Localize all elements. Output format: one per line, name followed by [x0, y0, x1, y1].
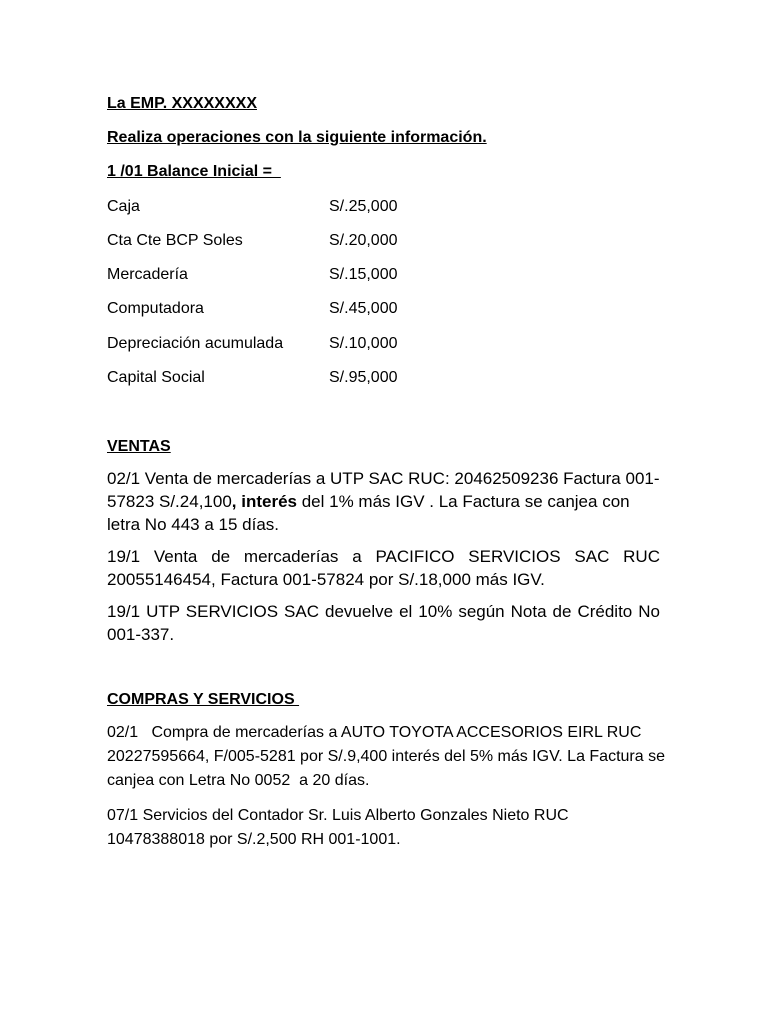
balance-account: Mercadería — [107, 266, 188, 283]
balance-account: Caja — [107, 198, 140, 215]
balance-amount: S/.25,000 — [329, 198, 398, 215]
balance-row — [107, 265, 398, 285]
ventas-heading: VENTAS — [107, 438, 171, 455]
ventas-p1-bold: , interés — [231, 492, 297, 511]
balance-row — [107, 231, 398, 251]
balance-amount: S/.15,000 — [329, 266, 398, 283]
compras-heading: COMPRAS Y SERVICIOS — [107, 691, 300, 708]
balance-account: Cta Cte BCP Soles — [107, 232, 243, 249]
balance-row — [107, 299, 398, 319]
balance-amount: S/.95,000 — [329, 369, 398, 386]
balance-row — [107, 197, 398, 217]
balance-account: Computadora — [107, 300, 204, 317]
balance-row — [107, 334, 398, 354]
intro-heading: Realiza operaciones con la siguiente información. — [107, 129, 487, 146]
balance-row — [107, 368, 398, 388]
balance-amount: S/.45,000 — [329, 300, 398, 317]
balance-heading: 1 /01 Balance Inicial = — [107, 163, 281, 180]
compras-paragraph-2: 07/1 Servicios del Contador Sr. Luis Alberto Gonzales Nieto RUC 10478388018 por S/.2,500 RH 001-1001. — [107, 807, 569, 848]
ventas-p1-text: 02/1 Venta de mercaderías a UTP SAC RUC: 20462509236 Factura 001-57823 S/.24,100 — [107, 469, 660, 511]
ventas-paragraph-3: 19/1 UTP SERVICIOS SAC devuelve el 10% según Nota de Crédito No 001-337. — [107, 602, 660, 644]
balance-account: Capital Social — [107, 369, 205, 386]
ventas-paragraph-1 — [107, 467, 660, 536]
balance-amount: S/.10,000 — [329, 335, 398, 352]
balance-amount: S/.20,000 — [329, 232, 398, 249]
company-heading: La EMP. XXXXXXXX — [107, 95, 257, 112]
ventas-paragraph-2: 19/1 Venta de mercaderías a PACIFICO SERVICIOS SAC RUC 20055146454, Factura 001-57824 por S/.18,000 más IGV. — [107, 547, 660, 589]
ventas-p1-rest: del 1% más IGV . La Factura se canjea con letra No 443 a 15 días. — [107, 492, 630, 534]
balance-account: Depreciación acumulada — [107, 335, 284, 352]
compras-paragraph-1: 02/1 Compra de mercaderías a AUTO TOYOTA ACCESORIOS EIRL RUC 20227595664, F/005-5281 por S/.9,400 interés del 5% más IGV. La Factura se canjea con Letra No 0052 a 20 días. — [107, 724, 670, 789]
